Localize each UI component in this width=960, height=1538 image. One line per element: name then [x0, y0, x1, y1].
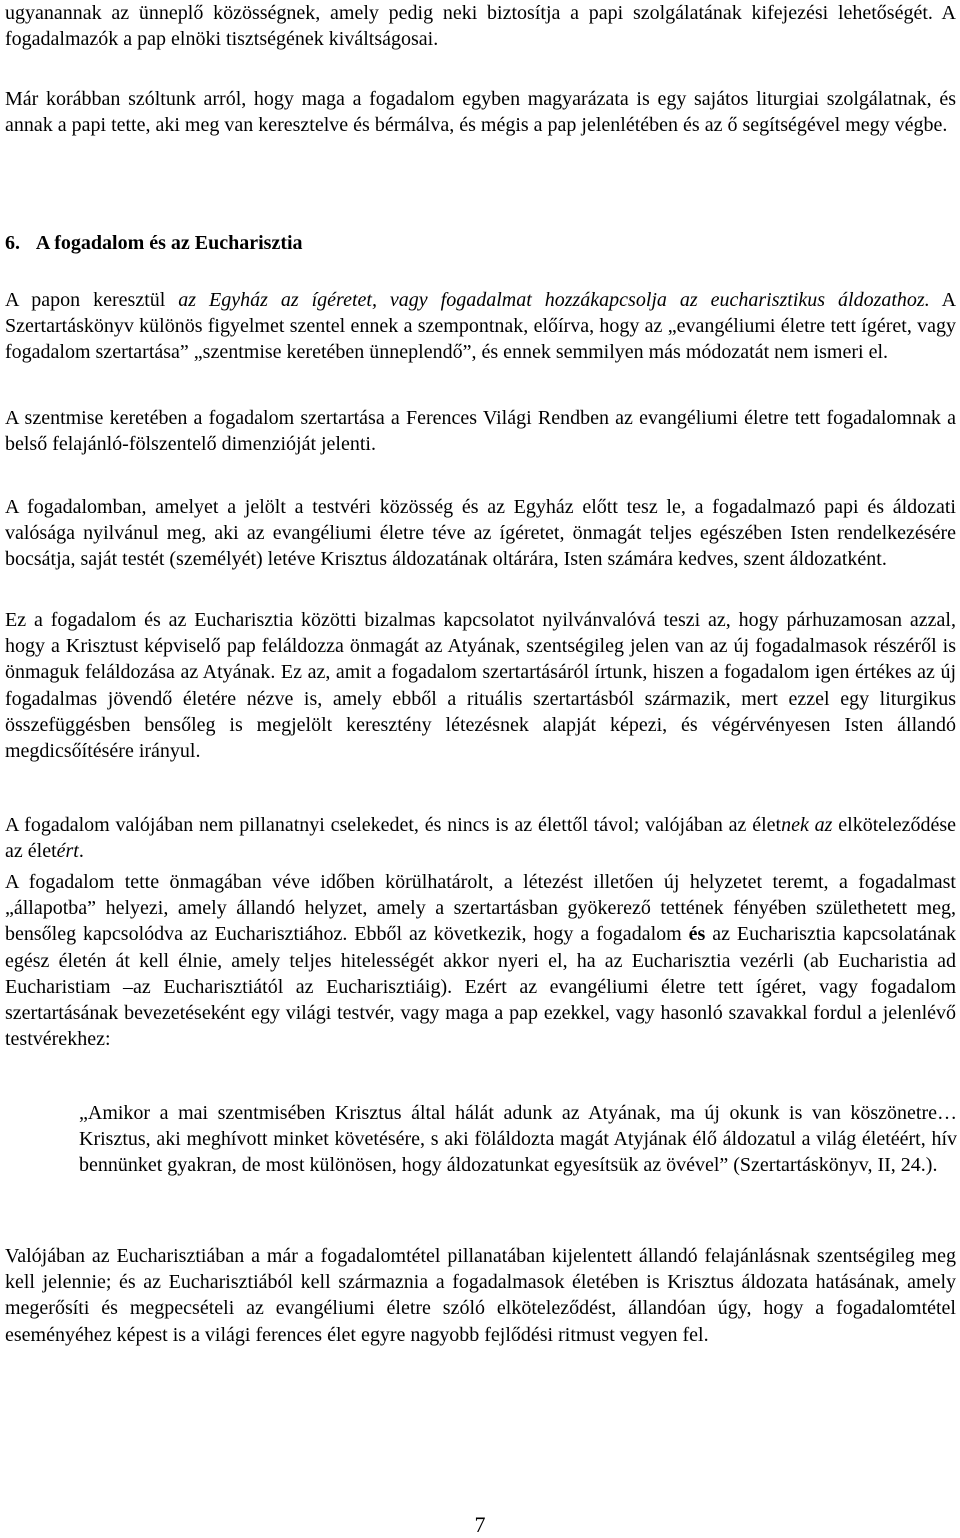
page-number: 7	[474, 1512, 486, 1537]
paragraph-valojaban-text-a: A fogadalom valójában nem pillanatnyi cselekedet, és nincs is az élettől távol; valójában az élet	[5, 814, 782, 836]
paragraph-papon	[5, 287, 956, 366]
paragraph-szentmise: A szentmise keretében a fogadalom szertartása a Ferences Világi Rendben az evangéliumi életre tett fogadalomnak a belső felajánló-fölszentelő dimenzióját jelenti.	[5, 407, 956, 456]
paragraph-valojaban-italic-2: ért	[56, 840, 79, 863]
paragraph-intro-continuation: ugyanannak az ünneplő közösségnek, amely pedig neki biztosítja a papi szolgálatának kifejezési lehetőségét. A fogadalmazók a pap elnöki tisztségének kiváltságosai.	[5, 2, 956, 51]
paragraph-valojaban-italic-1: nek az	[781, 814, 833, 836]
paragraph-liturgy: Már korábban szóltunk arról, hogy maga a fogadalom egyben magyarázata is egy sajátos liturgiai szolgálatnak, és annak a papi tette, aki meg van keresztelve és bérmálva, és mégis a pap jelenlétében és az ő segítségével megy végbe.	[5, 88, 956, 137]
section-heading	[5, 230, 956, 256]
paragraph-valojaban	[5, 812, 956, 864]
section-title: A fogadalom és az Eucharisztia	[35, 232, 303, 254]
block-quote: „Amikor a mai szentmisében Krisztus által hálát adunk az Atyának, ma új okunk is van köszönetre… Krisztus, aki meghívott minket követésére, s aki föláldozta magát Atyjának élő áldozatul a világ életéért, hív bennünket gyakran, de most különösen, hogy áldozatunkat egyesítsük az övével” (Szertartáskönyv, II, 24.).	[79, 1102, 957, 1177]
paragraph-tette-text-a: A fogadalom tette önmagában véve időben körülhatárolt, a létezést illetően új helyzetet teremt, a fogadalmast „állapotba” helyezi, amely állandó helyzet, amely a szertartásban gyökerező tettének fényében születhetett meg, bensőleg kapcsolódva az Eucharisztiához. Ebből az következik, hogy a fogadalom	[5, 871, 956, 946]
paragraph-tette-text-c: az Eucharisztia kapcsolatának egész életén át kell élnie, amely teljes hitelességét akkor nyeri el, ha az Eucharisztia vezérli (ab Eucharistia ad Eucharistiam –az Eucharisztiától az Eucharisztiáig). Ezért az evangéliumi életre tett ígéret, vagy fogadalom szertartásának bevezetéseként egy világi testvér, vagy maga a pap ezekkel, vagy hasonló szavakkal fordul a jelenlévő testvérekhez:	[5, 923, 956, 1051]
paragraph-valojaban-text-c: elköteleződése az élet	[5, 814, 956, 863]
paragraph-papon-text-c: A Szertartáskönyv különös figyelmet szentel ennek a szempontnak, előírva, hogy az „evangéliumi életre tett ígéret, vagy fogadalom szertartása” „szentmise keretében ünneplendő”, és ennek semmilyen más módozatát nem ismeri el.	[5, 289, 957, 364]
paragraph-papon-italic: az Egyház az ígéretet, vagy fogadalmat hozzákapcsolja az eucharisztikus áldozathoz.	[178, 289, 930, 311]
paragraph-tette	[5, 869, 956, 1052]
paragraph-tette-bold: és	[688, 923, 706, 946]
paragraph-bizalmas: Ez a fogadalom és az Eucharisztia közötti bizalmas kapcsolatot nyilvánvalóvá teszi az, hogy párhuzamosan azzal, hogy a Krisztust képviselő pap feláldozza önmagát az Atyának, szentségileg jelen van az új fogadalmasok részéről is önmaguk feláldozása az Atyának. Ez az, amit a fogadalom szertartásáról írtunk, hiszen a fogadalom igen értékes az új fogadalmas jövendő életére nézve is, amely ebből a rituális szertartásból származik, mert ezzel egy liturgikus összefüggésben bensőleg is megjelölt keresztény létezésnek alapját képezi, és végérvényesen Isten állandó megdicsőítésére irányul.	[5, 609, 956, 763]
paragraph-papon-text-a: A papon keresztül	[5, 289, 179, 311]
section-number: 6.	[5, 232, 20, 254]
paragraph-fogadalomban: A fogadalomban, amelyet a jelölt a testvéri közösség és az Egyház előtt tesz le, a fogadalmazó papi és áldozati valósága nyilvánul meg, aki az evangéliumi életre téve az ígéretet, önmagát teljes egészében Isten rendelkezésére bocsátja, saját testét (személyét) letéve Krisztus áldozatának oltárára, Isten számára kedves, szent áldozatként.	[5, 496, 956, 571]
paragraph-closing: Valójában az Eucharisztiában a már a fogadalomtétel pillanatában kijelentett állandó felajánlásnak szentségileg meg kell jelennie; és az Eucharisztiából kell származnia a fogadalmasok életében is Krisztus áldozata hatásának, amely megerősíti és megpecsételi az evangéliumi életre szóló elköteleződést, állandóan úgy, hogy a fogadalomtétel eseményéhez képest is a világi ferences élet egyre nagyobb fejlődési ritmust vegyen fel.	[5, 1245, 956, 1346]
paragraph-valojaban-text-e: .	[78, 840, 84, 863]
